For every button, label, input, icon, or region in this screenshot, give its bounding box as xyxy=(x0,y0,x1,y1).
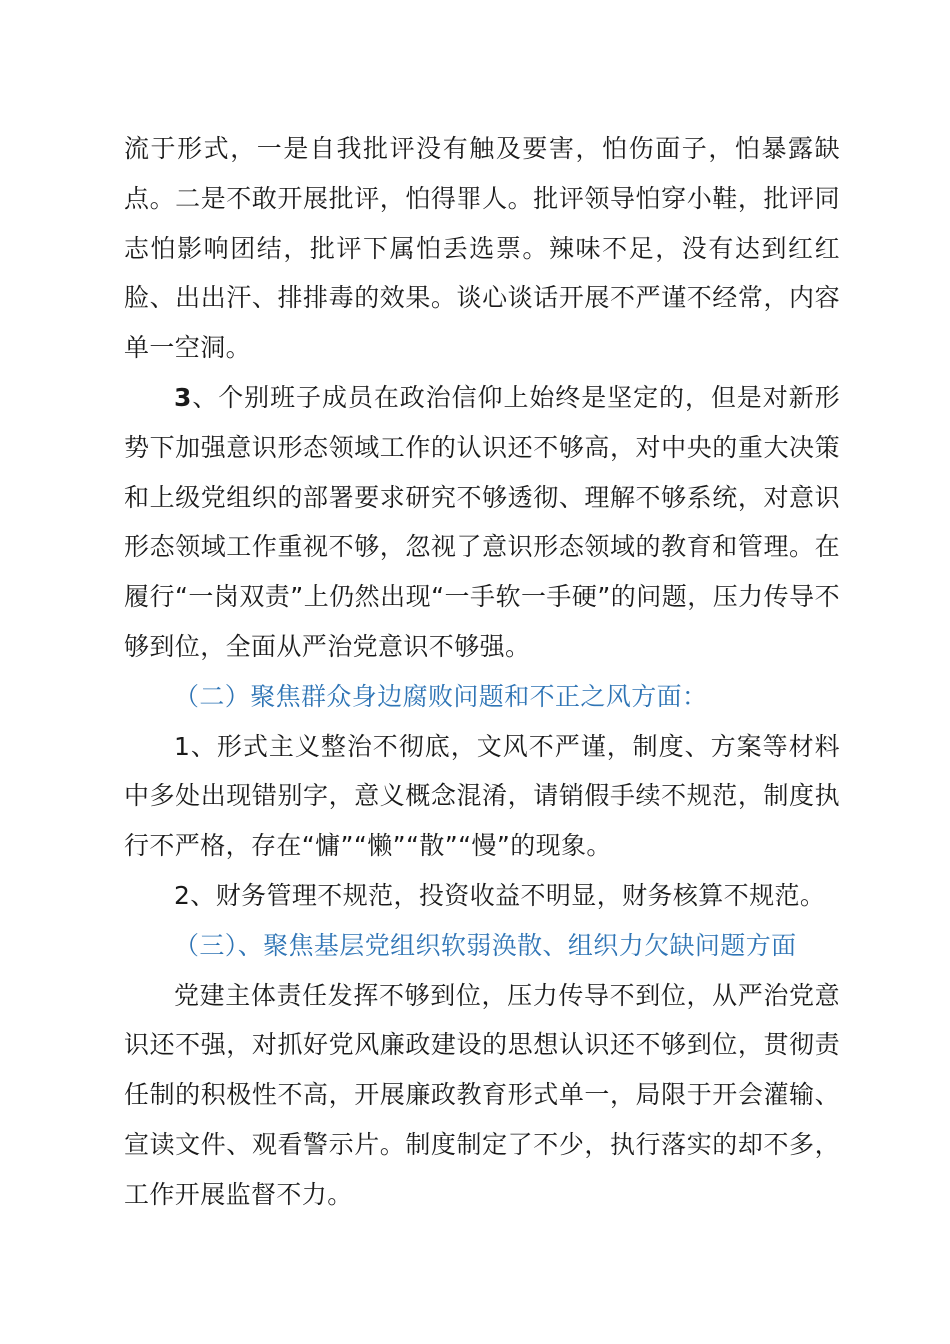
section-heading-2: （二）聚焦群众身边腐败问题和不正之风方面： xyxy=(174,681,708,711)
section-heading-3: （三）、聚焦基层党组织软弱涣散、组织力欠缺问题方面 xyxy=(174,930,797,960)
document-page xyxy=(124,124,840,1220)
paragraph-ideology-text: 、个别班子成员在政治信仰上始终是坚定的，但是对新形势下加强意识形态领域工作的认识还不够高，对中央的重大决策和上级党组织的部署要求研究不够透彻、理解不够系统，对意识形态领域工作重视不够，忽视了意识形态领域的教育和管理。在履行“一岗双责”上仍然出现“一手软一手硬”的问题，压力传导不够到位，全面从严治党意识不够强。 xyxy=(124,382,840,661)
paragraph-ideology xyxy=(124,373,840,672)
paragraph-finance: 2、财务管理不规范，投资收益不明显，财务核算不规范。 xyxy=(174,880,826,910)
paragraph-formalism: 1、形式主义整治不彻底，文风不严谨，制度、方案等材料中多处出现错别字，意义概念混淆，请销假手续不规范，制度执行不严格，存在“慵”“懒”“散”“慢”的现象。 xyxy=(124,731,840,861)
paragraph-party-building: 党建主体责任发挥不够到位，压力传导不到位，从严治党意识还不强，对抓好党风廉政建设的思想认识还不够到位，贯彻责任制的积极性不高，开展廉政教育形式单一，局限于开会灌输、宣读文件、观看警示片。制度制定了不少，执行落实的却不多，工作开展监督不力。 xyxy=(124,980,840,1209)
item-number-3: 3 xyxy=(174,382,192,412)
paragraph-criticism: 流于形式，一是自我批评没有触及要害，怕伤面子，怕暴露缺点。二是不敢开展批评，怕得罪人。批评领导怕穿小鞋，批评同志怕影响团结，批评下属怕丢选票。辣味不足，没有达到红红脸、出出汗、排排毒的效果。谈心谈话开展不严谨不经常，内容单一空洞。 xyxy=(124,134,840,363)
